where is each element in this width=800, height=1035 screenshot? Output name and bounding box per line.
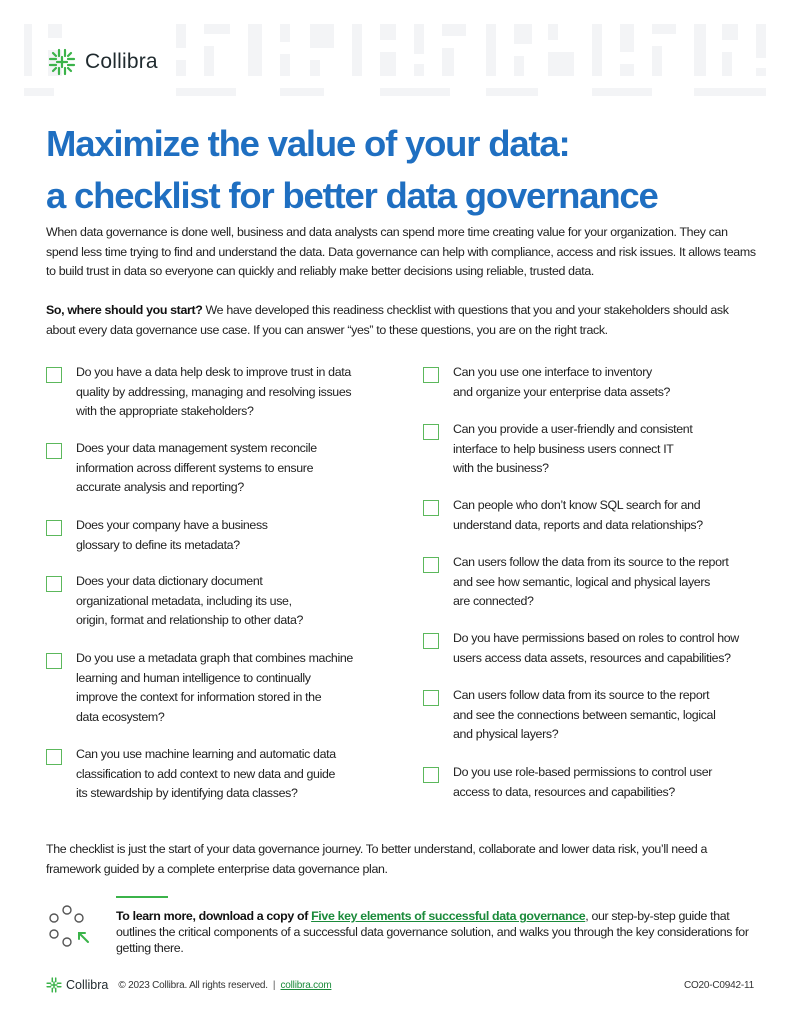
checkbox-icon[interactable]	[423, 500, 439, 516]
checkbox-icon[interactable]	[423, 690, 439, 706]
website-link[interactable]: collibra.com	[280, 979, 332, 991]
checklist-item[interactable]	[423, 686, 716, 745]
footer	[46, 976, 754, 994]
start-paragraph	[46, 301, 756, 340]
intro-paragraph: When data governance is done well, business and data analysts can spend more time creating value for your organization. They can spend less time trying to find and understand the data. Data governance can help with compliance, access and risk issues. It allows teams to build trust in data so everyone can quickly and reliably make better decisions using reliable, trusted data.	[46, 225, 756, 278]
brand-name: Collibra	[85, 50, 158, 73]
checklist-item-text: Does your company have a business glossary to define its metadata?	[76, 518, 268, 552]
document-code: CO20-C0942-11	[683, 979, 754, 991]
closing-paragraph: The checklist is just the start of your data governance journey. To better understand, collaborate and lower data risk, you’ll need a framework guided by a complete enterprise data governance plan.	[46, 842, 708, 876]
collibra-logo-icon	[46, 977, 62, 993]
guide-link[interactable]: Five key elements of successful data governance	[311, 909, 586, 923]
checklist-item[interactable]	[46, 516, 268, 555]
checkbox-icon[interactable]	[46, 367, 62, 383]
checklist-item[interactable]	[423, 496, 703, 535]
checklist-item-text: Can you use one interface to inventory and organize your enterprise data assets?	[453, 365, 671, 399]
checklist-item[interactable]	[423, 420, 692, 479]
checklist-item[interactable]	[423, 363, 670, 402]
checklist-item[interactable]	[423, 763, 712, 802]
checkbox-icon[interactable]	[423, 557, 439, 573]
cta-paragraph	[116, 908, 756, 956]
checklist-item-text: Does your data management system reconcile information across different systems to ensure accurate analysis and reporting?	[76, 441, 317, 494]
footer-brand[interactable]	[46, 977, 118, 993]
checklist-item-text: Can you provide a user-friendly and consistent interface to help business users connect IT with the business?	[453, 422, 693, 475]
divider	[116, 896, 168, 898]
checklist-item-text: Can you use machine learning and automatic data classification to add context to new data and guide its stewardship by identifying data classes?	[76, 747, 336, 800]
checklist-item-text: Can people who don’t know SQL search for and understand data, reports and data relationships?	[453, 498, 703, 532]
brand[interactable]	[48, 48, 158, 76]
cycle-arrows-icon	[46, 905, 92, 951]
checklist-item[interactable]	[46, 572, 303, 631]
checkbox-icon[interactable]	[423, 767, 439, 783]
copyright: © 2023 Collibra. All rights reserved.	[118, 979, 268, 991]
footer-separator: |	[272, 979, 276, 991]
start-body: We have developed this readiness checklist with questions that you and your stakeholders should ask about every data governance use case. If you can answer “yes” to these questions, you are on the right track.	[46, 303, 729, 337]
checkbox-icon[interactable]	[423, 633, 439, 649]
checkbox-icon[interactable]	[46, 443, 62, 459]
checklist-item[interactable]	[46, 363, 351, 422]
title-line-1: Maximize the value of your data:	[46, 123, 570, 164]
cta-lead: To learn more, download a copy of	[116, 909, 312, 923]
page-title	[46, 118, 658, 222]
checkbox-icon[interactable]	[423, 367, 439, 383]
title-line-2: a checklist for better data governance	[46, 175, 658, 216]
checkbox-icon[interactable]	[423, 424, 439, 440]
checklist-item-text: Do you have a data help desk to improve trust in data quality by addressing, managing and resolving issues with the appropriate stakeholders?	[76, 365, 352, 418]
checklist-item-text: Do you have permissions based on roles to control how users access data assets, resources and capabilities?	[453, 631, 739, 665]
start-lead: So, where should you start?	[46, 303, 203, 317]
checklist-item-text: Do you use role-based permissions to control user access to data, resources and capabilities?	[453, 765, 713, 799]
checklist-item[interactable]	[46, 439, 317, 498]
checkbox-icon[interactable]	[46, 576, 62, 592]
checklist-item-text: Do you use a metadata graph that combines machine learning and human intelligence to continually improve the context for information stored in the data ecosystem?	[76, 651, 353, 724]
checklist-item[interactable]	[46, 745, 336, 804]
footer-brand-name: Collibra	[66, 978, 109, 992]
checklist-item[interactable]	[423, 629, 739, 668]
checkbox-icon[interactable]	[46, 520, 62, 536]
checklist-item[interactable]	[46, 649, 353, 727]
collibra-logo-icon	[48, 48, 76, 76]
checkbox-icon[interactable]	[46, 749, 62, 765]
checklist-item-text: Does your data dictionary document organizational metadata, including its use, origin, format and relationship to other data?	[76, 574, 304, 627]
cta-trail: , our step-by-step guide that outlines the critical components of a successful data governance solution, and walks you through the key considerations for getting there.	[116, 909, 749, 955]
checkbox-icon[interactable]	[46, 653, 62, 669]
checklist-item-text: Can users follow the data from its source to the report and see how semantic, logical and physical layers are connected?	[453, 555, 729, 608]
checklist-item[interactable]	[423, 553, 729, 612]
checklist-item-text: Can users follow data from its source to the report and see the connections between semantic, logical and physical layers?	[453, 688, 716, 741]
